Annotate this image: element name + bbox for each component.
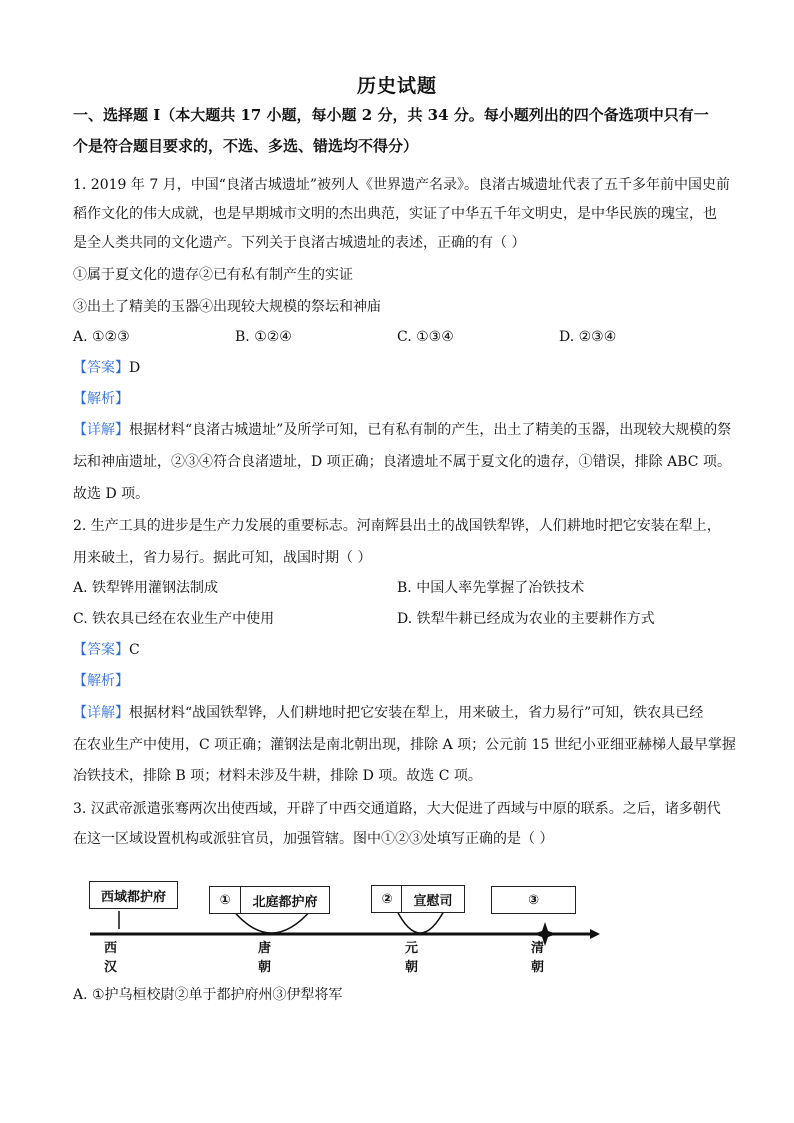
page-title: 历史试题 <box>356 75 437 97</box>
analysis-tag: 【解析】 <box>73 673 129 689</box>
box-xiyu-duhufu: 西域都护府 <box>89 881 178 909</box>
q2-option-c: C. 铁农具已经在农业生产中使用 <box>73 611 275 627</box>
box-blank-2: ② <box>371 885 403 913</box>
era-tang: 唐朝 <box>258 941 272 975</box>
q1-detail-line-3: 故选 D 项。 <box>73 486 150 502</box>
era-qing: 清朝 <box>531 941 545 975</box>
q2-option-b: B. 中国人率先掌握了冶铁技术 <box>397 580 585 596</box>
q1-stem-line-3: 是全人类共同的文化遗产。下列关于良渚古城遗址的表述，正确的有（ ） <box>73 235 526 251</box>
detail-tag: 【详解】 <box>73 705 129 721</box>
q1-option-a: A. ①②③ <box>73 329 130 345</box>
q1-detail-line-1: 【详解】根据材料“良渚古城遗址”及所学可知，已有私有制的产生，出土了精美的玉器，出现较大规模的祭 <box>73 422 732 438</box>
answer-tag: 【答案】 <box>73 642 129 658</box>
box-blank-1: ① <box>209 886 241 914</box>
q2-detail-line-2: 在农业生产中使用，C 项正确；灌钢法是南北朝出现，排除 A 项；公元前 15 世纪小亚细亚赫梯人最早掌握 <box>73 737 736 753</box>
q2-option-a: A. 铁犁铧用灌钢法制成 <box>73 580 219 596</box>
q3-stem-line-2: 在这一区域设置机构或派驻官员，加强管辖。图中①②③处填写正确的是（ ） <box>73 831 554 847</box>
q1-option-b: B. ①②④ <box>235 329 292 345</box>
box-xuanweisi: 宣慰司 <box>401 885 465 913</box>
q1-stem-line-2: 稻作文化的伟大成就，也是早期城市文明的杰出典范，实证了中华五千年文明史，是中华民族的瑰宝，也 <box>73 206 717 222</box>
section-heading-line-2: 个是符合题目要求的，不选、多选、错选均不得分） <box>73 137 419 155</box>
q2-stem-line-2: 用来破土，省力易行。据此可知，战国时期（ ） <box>73 550 372 566</box>
q1-item-line-1: ①属于夏文化的遗存②已有私有制产生的实证 <box>73 267 353 283</box>
era-yuan: 元朝 <box>405 941 419 975</box>
box-beiting-duhufu: 北庭都护府 <box>240 886 330 914</box>
box-blank-3: ③ <box>491 886 576 914</box>
q1-detail-line-2: 坛和神庙遗址，②③④符合良渚遗址，D 项正确；良渚遗址不属于夏文化的遗存，①错误，排除 ABC 项。 <box>73 454 731 470</box>
section-heading-line-1: 一、选择题 I（本大题共 17 小题，每小题 2 分，共 34 分。每小题列出的四个备选项中只有一 <box>73 106 709 124</box>
detail-tag: 【详解】 <box>73 422 129 438</box>
era-xihan: 西汉 <box>104 941 118 975</box>
q1-option-d: D. ②③④ <box>559 329 617 345</box>
q2-detail-line-1: 【详解】根据材料“战国铁犁铧，人们耕地时把它安装在犁上，用来破土，省力易行”可知，铁农具已经 <box>73 705 704 721</box>
q3-option-a: A. ①护乌桓校尉②单于都护府州③伊犁将军 <box>73 987 343 1003</box>
answer-tag: 【答案】 <box>73 360 129 376</box>
timeline-arrow-icon <box>590 929 600 939</box>
q1-option-c: C. ①③④ <box>397 329 454 345</box>
analysis-tag: 【解析】 <box>73 391 129 407</box>
q2-stem-line-1: 2. 生产工具的进步是生产力发展的重要标志。河南辉县出土的战国铁犁铧，人们耕地时把它安装在犁上， <box>73 518 721 534</box>
q2-option-d: D. 铁犁牛耕已经成为农业的主要耕作方式 <box>397 611 655 627</box>
q1-stem-line-1: 1. 2019 年 7 月，中国“良渚古城遗址”被列人《世界遗产名录》。良渚古城遗址代表了五千多年前中国史前 <box>73 177 731 193</box>
q2-answer-value: C <box>129 642 140 658</box>
q1-answer-value: D <box>129 360 141 376</box>
q3-stem-line-1: 3. 汉武帝派遣张骞两次出使西域，开辟了中西交通道路，大大促进了西域与中原的联系。之后，诸多朝代 <box>73 801 721 817</box>
q1-item-line-2: ③出土了精美的玉器④出现较大规模的祭坛和神庙 <box>73 299 381 315</box>
q2-detail-line-3: 冶铁技术，排除 B 项；材料未涉及牛耕，排除 D 项。故选 C 项。 <box>73 768 482 784</box>
